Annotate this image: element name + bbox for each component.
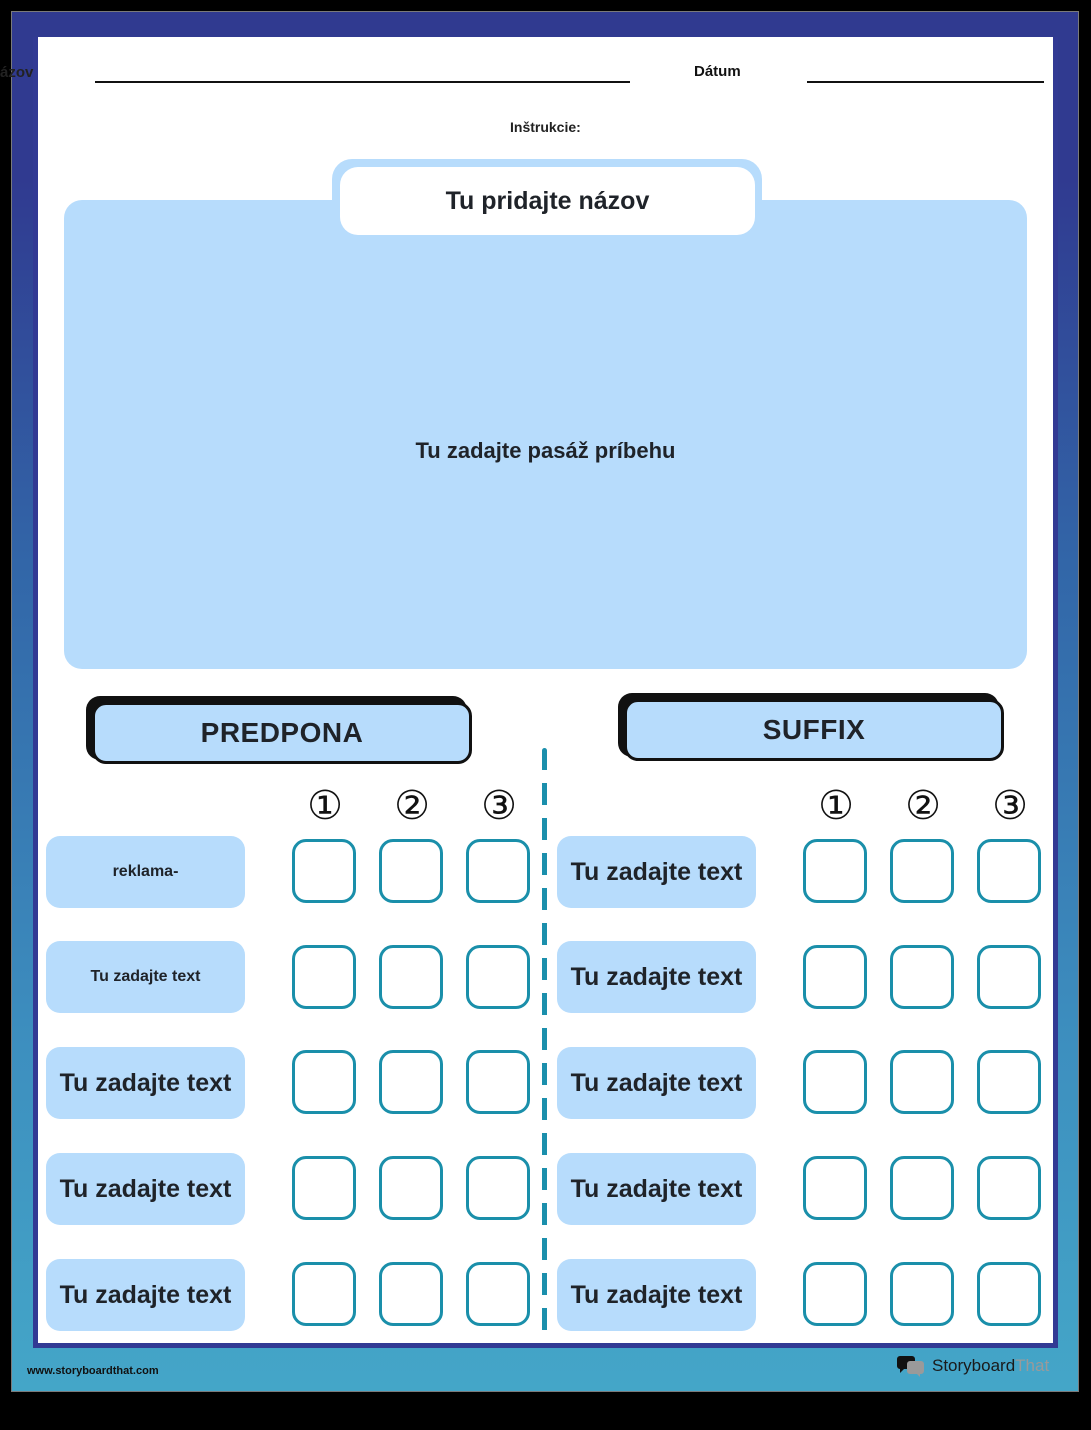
prefix-answer-box-3-1[interactable] xyxy=(292,1050,356,1114)
prefix-number-1: ① xyxy=(307,783,343,829)
prefix-word-1[interactable]: reklama- xyxy=(46,836,245,908)
prefix-answer-box-1-3[interactable] xyxy=(466,839,530,903)
suffix-number-1: ① xyxy=(818,783,854,829)
storyboardthat-logo xyxy=(896,1354,1049,1378)
column-divider xyxy=(542,748,547,1333)
suffix-number-3: ③ xyxy=(992,783,1028,829)
speech-bubbles-icon xyxy=(896,1354,926,1378)
suffix-header: SUFFIX xyxy=(624,699,1004,761)
prefix-answer-box-2-1[interactable] xyxy=(292,945,356,1009)
date-label: Dátum xyxy=(694,63,741,80)
prefix-answer-box-1-1[interactable] xyxy=(292,839,356,903)
suffix-number-2: ② xyxy=(905,783,941,829)
suffix-word-4[interactable]: Tu zadajte text xyxy=(557,1153,756,1225)
suffix-word-3[interactable]: Tu zadajte text xyxy=(557,1047,756,1119)
suffix-answer-box-1-1[interactable] xyxy=(803,839,867,903)
prefix-word-5[interactable]: Tu zadajte text xyxy=(46,1259,245,1331)
prefix-word-3[interactable]: Tu zadajte text xyxy=(46,1047,245,1119)
suffix-answer-box-3-1[interactable] xyxy=(803,1050,867,1114)
prefix-answer-box-5-1[interactable] xyxy=(292,1262,356,1326)
prefix-answer-box-4-1[interactable] xyxy=(292,1156,356,1220)
prefix-answer-box-4-3[interactable] xyxy=(466,1156,530,1220)
suffix-word-5[interactable]: Tu zadajte text xyxy=(557,1259,756,1331)
suffix-answer-box-5-2[interactable] xyxy=(890,1262,954,1326)
brand-text-storyboard: Storyboard xyxy=(932,1356,1016,1375)
instructions-label: Inštrukcie: xyxy=(510,119,581,135)
passage-text[interactable]: Tu zadajte pasáž príbehu xyxy=(415,438,676,463)
suffix-answer-box-3-2[interactable] xyxy=(890,1050,954,1114)
brand-text-that: That xyxy=(1015,1356,1050,1375)
prefix-number-3: ③ xyxy=(481,783,517,829)
suffix-answer-box-3-3[interactable] xyxy=(977,1050,1041,1114)
prefix-answer-box-1-2[interactable] xyxy=(379,839,443,903)
prefix-answer-box-3-3[interactable] xyxy=(466,1050,530,1114)
prefix-answer-box-2-2[interactable] xyxy=(379,945,443,1009)
suffix-answer-box-2-3[interactable] xyxy=(977,945,1041,1009)
prefix-word-4[interactable]: Tu zadajte text xyxy=(46,1153,245,1225)
name-input-line[interactable] xyxy=(95,81,630,83)
prefix-header: PREDPONA xyxy=(92,702,472,764)
prefix-answer-box-5-2[interactable] xyxy=(379,1262,443,1326)
suffix-answer-box-4-1[interactable] xyxy=(803,1156,867,1220)
suffix-word-2[interactable]: Tu zadajte text xyxy=(557,941,756,1013)
prefix-answer-box-2-3[interactable] xyxy=(466,945,530,1009)
footer-url[interactable]: www.storyboardthat.com xyxy=(27,1365,159,1377)
date-input-line[interactable] xyxy=(807,81,1044,83)
prefix-answer-box-5-3[interactable] xyxy=(466,1262,530,1326)
prefix-word-2[interactable]: Tu zadajte text xyxy=(46,941,245,1013)
suffix-answer-box-1-2[interactable] xyxy=(890,839,954,903)
passage-box[interactable] xyxy=(64,200,1027,669)
suffix-word-1[interactable]: Tu zadajte text xyxy=(557,836,756,908)
suffix-answer-box-2-2[interactable] xyxy=(890,945,954,1009)
suffix-answer-box-4-3[interactable] xyxy=(977,1156,1041,1220)
prefix-answer-box-3-2[interactable] xyxy=(379,1050,443,1114)
prefix-number-2: ② xyxy=(394,783,430,829)
suffix-answer-box-1-3[interactable] xyxy=(977,839,1041,903)
suffix-answer-box-5-3[interactable] xyxy=(977,1262,1041,1326)
prefix-answer-box-4-2[interactable] xyxy=(379,1156,443,1220)
passage-title[interactable]: Tu pridajte názov xyxy=(340,167,755,235)
suffix-answer-box-5-1[interactable] xyxy=(803,1262,867,1326)
suffix-answer-box-4-2[interactable] xyxy=(890,1156,954,1220)
suffix-answer-box-2-1[interactable] xyxy=(803,945,867,1009)
name-label: ázov xyxy=(0,64,34,81)
